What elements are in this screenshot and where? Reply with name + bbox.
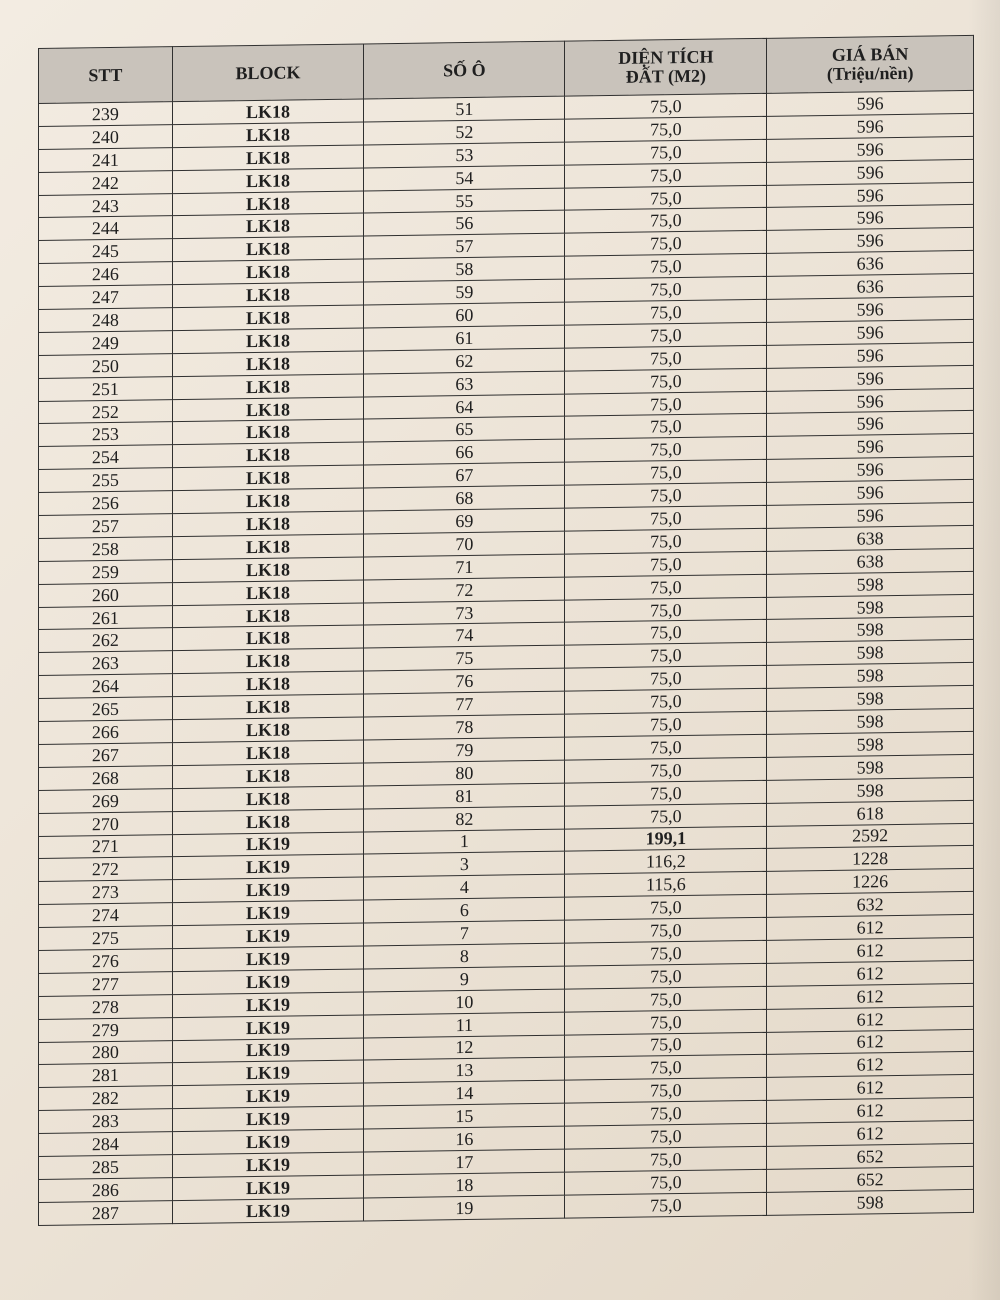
cell-so-o: 63 bbox=[364, 371, 565, 397]
cell-block: LK18 bbox=[172, 305, 364, 331]
cell-area: 115,6 bbox=[565, 872, 767, 898]
cell-area: 75,0 bbox=[565, 162, 767, 188]
cell-stt: 283 bbox=[39, 1109, 173, 1134]
cell-price: 638 bbox=[767, 548, 974, 574]
cell-block: LK18 bbox=[172, 259, 364, 285]
cell-price: 596 bbox=[767, 457, 974, 483]
cell-price: 636 bbox=[767, 251, 974, 277]
cell-price: 2592 bbox=[767, 823, 974, 849]
cell-price: 618 bbox=[767, 800, 974, 826]
cell-stt: 264 bbox=[39, 674, 173, 699]
cell-price: 596 bbox=[767, 388, 974, 414]
cell-stt: 277 bbox=[39, 971, 173, 996]
cell-block: LK18 bbox=[172, 671, 364, 697]
cell-block: LK19 bbox=[172, 900, 364, 926]
header-so-o: SỐ Ô bbox=[364, 41, 565, 99]
cell-price: 612 bbox=[767, 1006, 974, 1032]
cell-area: 75,0 bbox=[565, 1169, 767, 1195]
cell-so-o: 72 bbox=[364, 577, 565, 603]
cell-stt: 263 bbox=[39, 651, 173, 676]
cell-so-o: 53 bbox=[364, 142, 565, 168]
cell-stt: 247 bbox=[39, 285, 173, 310]
cell-area: 75,0 bbox=[565, 93, 767, 119]
cell-block: LK18 bbox=[172, 168, 364, 194]
cell-stt: 244 bbox=[39, 216, 173, 241]
cell-block: LK19 bbox=[172, 1152, 364, 1178]
cell-block: LK19 bbox=[172, 1015, 364, 1041]
cell-stt: 257 bbox=[39, 514, 173, 539]
cell-block: LK18 bbox=[172, 397, 364, 423]
cell-stt: 250 bbox=[39, 353, 173, 378]
cell-so-o: 73 bbox=[364, 600, 565, 626]
cell-stt: 241 bbox=[39, 147, 173, 172]
cell-area: 75,0 bbox=[565, 940, 767, 966]
cell-stt: 243 bbox=[39, 193, 173, 218]
cell-so-o: 71 bbox=[364, 554, 565, 580]
cell-price: 596 bbox=[767, 136, 974, 162]
cell-stt: 246 bbox=[39, 262, 173, 287]
cell-block: LK18 bbox=[172, 351, 364, 377]
cell-area: 75,0 bbox=[565, 894, 767, 920]
cell-block: LK18 bbox=[172, 786, 364, 812]
cell-so-o: 1 bbox=[364, 829, 565, 855]
cell-price: 612 bbox=[767, 1075, 974, 1101]
cell-stt: 249 bbox=[39, 331, 173, 356]
cell-area: 75,0 bbox=[565, 437, 767, 463]
cell-so-o: 74 bbox=[364, 623, 565, 649]
cell-price: 596 bbox=[767, 365, 974, 391]
cell-price: 596 bbox=[767, 113, 974, 139]
cell-block: LK18 bbox=[172, 191, 364, 217]
cell-block: LK18 bbox=[172, 236, 364, 262]
cell-area: 75,0 bbox=[565, 803, 767, 829]
cell-area: 75,0 bbox=[565, 711, 767, 737]
cell-stt: 248 bbox=[39, 308, 173, 333]
cell-area: 75,0 bbox=[565, 1009, 767, 1035]
cell-stt: 256 bbox=[39, 491, 173, 516]
cell-stt: 284 bbox=[39, 1132, 173, 1157]
cell-block: LK18 bbox=[172, 213, 364, 239]
cell-price: 612 bbox=[767, 1029, 974, 1055]
cell-so-o: 67 bbox=[364, 462, 565, 488]
cell-stt: 261 bbox=[39, 605, 173, 630]
cell-price: 612 bbox=[767, 960, 974, 986]
cell-stt: 281 bbox=[39, 1063, 173, 1088]
cell-so-o: 75 bbox=[364, 646, 565, 672]
cell-area: 75,0 bbox=[565, 208, 767, 234]
cell-area: 75,0 bbox=[565, 345, 767, 371]
cell-stt: 280 bbox=[39, 1040, 173, 1065]
cell-stt: 242 bbox=[39, 170, 173, 195]
cell-price: 1228 bbox=[767, 846, 974, 872]
cell-area: 75,0 bbox=[565, 299, 767, 325]
cell-block: LK18 bbox=[172, 809, 364, 835]
cell-so-o: 13 bbox=[364, 1058, 565, 1084]
cell-stt: 287 bbox=[39, 1200, 173, 1225]
cell-block: LK19 bbox=[172, 992, 364, 1018]
cell-block: LK19 bbox=[172, 877, 364, 903]
cell-price: 638 bbox=[767, 525, 974, 551]
cell-so-o: 9 bbox=[364, 966, 565, 992]
cell-block: LK19 bbox=[172, 969, 364, 995]
cell-area: 75,0 bbox=[565, 505, 767, 531]
cell-price: 598 bbox=[767, 754, 974, 780]
cell-area: 75,0 bbox=[565, 1123, 767, 1149]
cell-stt: 262 bbox=[39, 628, 173, 653]
cell-so-o: 11 bbox=[364, 1012, 565, 1038]
cell-stt: 271 bbox=[39, 834, 173, 859]
cell-stt: 240 bbox=[39, 125, 173, 150]
cell-block: LK19 bbox=[172, 1106, 364, 1132]
cell-so-o: 16 bbox=[364, 1126, 565, 1152]
cell-so-o: 7 bbox=[364, 920, 565, 946]
cell-stt: 253 bbox=[39, 422, 173, 447]
cell-price: 596 bbox=[767, 502, 974, 528]
cell-so-o: 78 bbox=[364, 714, 565, 740]
cell-so-o: 81 bbox=[364, 783, 565, 809]
header-area bbox=[565, 38, 767, 96]
cell-price: 598 bbox=[767, 777, 974, 803]
cell-stt: 269 bbox=[39, 788, 173, 813]
cell-stt: 273 bbox=[39, 880, 173, 905]
cell-price: 598 bbox=[767, 571, 974, 597]
cell-price: 596 bbox=[767, 434, 974, 460]
header-block: BLOCK bbox=[172, 44, 364, 102]
cell-block: LK18 bbox=[172, 99, 364, 125]
cell-block: LK18 bbox=[172, 603, 364, 629]
cell-stt: 274 bbox=[39, 903, 173, 928]
cell-price: 612 bbox=[767, 1098, 974, 1124]
cell-block: LK18 bbox=[172, 740, 364, 766]
cell-area: 75,0 bbox=[565, 391, 767, 417]
cell-so-o: 4 bbox=[364, 874, 565, 900]
cell-block: LK18 bbox=[172, 534, 364, 560]
cell-area: 75,0 bbox=[565, 986, 767, 1012]
cell-so-o: 57 bbox=[364, 233, 565, 259]
cell-stt: 252 bbox=[39, 399, 173, 424]
cell-so-o: 19 bbox=[364, 1195, 565, 1221]
cell-so-o: 82 bbox=[364, 806, 565, 832]
cell-so-o: 15 bbox=[364, 1103, 565, 1129]
cell-so-o: 80 bbox=[364, 760, 565, 786]
cell-area: 75,0 bbox=[565, 1032, 767, 1058]
cell-area: 199,1 bbox=[565, 826, 767, 852]
cell-stt: 285 bbox=[39, 1155, 173, 1180]
header-area-line2: ĐẤT (M2) bbox=[625, 65, 706, 87]
header-price-line2: (Triệu/nền) bbox=[826, 62, 914, 84]
cell-so-o: 51 bbox=[364, 96, 565, 122]
cell-area: 75,0 bbox=[565, 1146, 767, 1172]
cell-so-o: 3 bbox=[364, 852, 565, 878]
cell-area: 75,0 bbox=[565, 368, 767, 394]
cell-block: LK19 bbox=[172, 831, 364, 857]
cell-stt: 251 bbox=[39, 376, 173, 401]
cell-so-o: 12 bbox=[364, 1035, 565, 1061]
cell-area: 75,0 bbox=[565, 666, 767, 692]
cell-block: LK19 bbox=[172, 1060, 364, 1086]
cell-so-o: 18 bbox=[364, 1172, 565, 1198]
cell-block: LK18 bbox=[172, 145, 364, 171]
cell-stt: 282 bbox=[39, 1086, 173, 1111]
cell-so-o: 62 bbox=[364, 348, 565, 374]
cell-stt: 279 bbox=[39, 1017, 173, 1042]
cell-so-o: 55 bbox=[364, 188, 565, 214]
cell-price: 652 bbox=[767, 1143, 974, 1169]
cell-so-o: 52 bbox=[364, 119, 565, 145]
cell-area: 75,0 bbox=[565, 597, 767, 623]
cell-block: LK18 bbox=[172, 465, 364, 491]
cell-so-o: 59 bbox=[364, 279, 565, 305]
cell-so-o: 14 bbox=[364, 1080, 565, 1106]
cell-price: 598 bbox=[767, 617, 974, 643]
cell-price: 612 bbox=[767, 1052, 974, 1078]
cell-block: LK19 bbox=[172, 1198, 364, 1224]
cell-area: 75,0 bbox=[565, 231, 767, 257]
cell-block: LK18 bbox=[172, 557, 364, 583]
cell-price: 596 bbox=[767, 228, 974, 254]
cell-price: 598 bbox=[767, 731, 974, 757]
cell-block: LK18 bbox=[172, 625, 364, 651]
cell-area: 75,0 bbox=[565, 482, 767, 508]
cell-block: LK18 bbox=[172, 442, 364, 468]
cell-area: 75,0 bbox=[565, 1055, 767, 1081]
cell-so-o: 68 bbox=[364, 485, 565, 511]
cell-block: LK18 bbox=[172, 419, 364, 445]
cell-so-o: 6 bbox=[364, 897, 565, 923]
cell-area: 116,2 bbox=[565, 849, 767, 875]
cell-price: 636 bbox=[767, 274, 974, 300]
cell-so-o: 54 bbox=[364, 165, 565, 191]
cell-stt: 259 bbox=[39, 559, 173, 584]
cell-so-o: 60 bbox=[364, 302, 565, 328]
cell-so-o: 69 bbox=[364, 508, 565, 534]
cell-stt: 254 bbox=[39, 445, 173, 470]
cell-so-o: 58 bbox=[364, 256, 565, 282]
cell-block: LK18 bbox=[172, 580, 364, 606]
cell-area: 75,0 bbox=[565, 1101, 767, 1127]
cell-area: 75,0 bbox=[565, 574, 767, 600]
cell-price: 612 bbox=[767, 914, 974, 940]
cell-block: LK18 bbox=[172, 282, 364, 308]
cell-block: LK19 bbox=[172, 1083, 364, 1109]
cell-so-o: 79 bbox=[364, 737, 565, 763]
cell-area: 75,0 bbox=[565, 1192, 767, 1218]
cell-price: 632 bbox=[767, 892, 974, 918]
cell-area: 75,0 bbox=[565, 1078, 767, 1104]
cell-price: 596 bbox=[767, 205, 974, 231]
cell-so-o: 70 bbox=[364, 531, 565, 557]
cell-block: LK19 bbox=[172, 1037, 364, 1063]
cell-price: 596 bbox=[767, 319, 974, 345]
cell-price: 596 bbox=[767, 159, 974, 185]
cell-area: 75,0 bbox=[565, 116, 767, 142]
cell-area: 75,0 bbox=[565, 757, 767, 783]
cell-price: 612 bbox=[767, 983, 974, 1009]
cell-area: 75,0 bbox=[565, 551, 767, 577]
cell-price: 596 bbox=[767, 90, 974, 116]
cell-area: 75,0 bbox=[565, 620, 767, 646]
cell-stt: 286 bbox=[39, 1177, 173, 1202]
cell-block: LK18 bbox=[172, 374, 364, 400]
cell-stt: 267 bbox=[39, 743, 173, 768]
land-price-table bbox=[38, 35, 974, 1226]
cell-price: 612 bbox=[767, 937, 974, 963]
cell-so-o: 66 bbox=[364, 440, 565, 466]
cell-block: LK19 bbox=[172, 923, 364, 949]
cell-stt: 272 bbox=[39, 857, 173, 882]
cell-area: 75,0 bbox=[565, 414, 767, 440]
cell-price: 596 bbox=[767, 411, 974, 437]
cell-so-o: 8 bbox=[364, 943, 565, 969]
header-price bbox=[767, 35, 974, 93]
cell-so-o: 61 bbox=[364, 325, 565, 351]
header-price-line1: GIÁ BÁN bbox=[831, 43, 909, 65]
cell-price: 596 bbox=[767, 296, 974, 322]
cell-area: 75,0 bbox=[565, 643, 767, 669]
cell-so-o: 10 bbox=[364, 989, 565, 1015]
cell-so-o: 64 bbox=[364, 394, 565, 420]
cell-stt: 266 bbox=[39, 720, 173, 745]
cell-price: 596 bbox=[767, 182, 974, 208]
cell-block: LK18 bbox=[172, 717, 364, 743]
cell-area: 75,0 bbox=[565, 185, 767, 211]
header-stt: STT bbox=[39, 47, 173, 104]
cell-stt: 275 bbox=[39, 926, 173, 951]
cell-block: LK18 bbox=[172, 694, 364, 720]
cell-stt: 255 bbox=[39, 468, 173, 493]
cell-stt: 239 bbox=[39, 102, 173, 127]
cell-stt: 278 bbox=[39, 994, 173, 1019]
cell-block: LK19 bbox=[172, 1129, 364, 1155]
cell-price: 598 bbox=[767, 663, 974, 689]
cell-so-o: 65 bbox=[364, 417, 565, 443]
cell-so-o: 56 bbox=[364, 211, 565, 237]
cell-block: LK18 bbox=[172, 763, 364, 789]
cell-price: 598 bbox=[767, 640, 974, 666]
cell-area: 75,0 bbox=[565, 780, 767, 806]
cell-stt: 260 bbox=[39, 582, 173, 607]
table-body bbox=[39, 90, 974, 1225]
cell-stt: 245 bbox=[39, 239, 173, 264]
cell-area: 75,0 bbox=[565, 322, 767, 348]
cell-block: LK19 bbox=[172, 854, 364, 880]
cell-price: 598 bbox=[767, 686, 974, 712]
header-area-line1: DIỆN TÍCH bbox=[618, 46, 714, 68]
cell-area: 75,0 bbox=[565, 917, 767, 943]
cell-area: 75,0 bbox=[565, 528, 767, 554]
cell-stt: 270 bbox=[39, 811, 173, 836]
cell-stt: 265 bbox=[39, 697, 173, 722]
cell-stt: 268 bbox=[39, 765, 173, 790]
cell-price: 652 bbox=[767, 1166, 974, 1192]
cell-area: 75,0 bbox=[565, 963, 767, 989]
cell-price: 598 bbox=[767, 708, 974, 734]
cell-stt: 276 bbox=[39, 949, 173, 974]
cell-block: LK19 bbox=[172, 946, 364, 972]
cell-area: 75,0 bbox=[565, 254, 767, 280]
cell-area: 75,0 bbox=[565, 688, 767, 714]
cell-block: LK18 bbox=[172, 648, 364, 674]
cell-block: LK18 bbox=[172, 511, 364, 537]
cell-area: 75,0 bbox=[565, 139, 767, 165]
cell-price: 1226 bbox=[767, 869, 974, 895]
cell-area: 75,0 bbox=[565, 734, 767, 760]
cell-price: 612 bbox=[767, 1121, 974, 1147]
cell-price: 596 bbox=[767, 342, 974, 368]
cell-so-o: 76 bbox=[364, 668, 565, 694]
cell-so-o: 77 bbox=[364, 691, 565, 717]
cell-price: 596 bbox=[767, 480, 974, 506]
cell-block: LK18 bbox=[172, 122, 364, 148]
cell-so-o: 17 bbox=[364, 1149, 565, 1175]
cell-block: LK18 bbox=[172, 328, 364, 354]
cell-price: 598 bbox=[767, 1189, 974, 1215]
cell-area: 75,0 bbox=[565, 460, 767, 486]
cell-price: 598 bbox=[767, 594, 974, 620]
cell-stt: 258 bbox=[39, 537, 173, 562]
cell-block: LK18 bbox=[172, 488, 364, 514]
cell-area: 75,0 bbox=[565, 276, 767, 302]
cell-block: LK19 bbox=[172, 1175, 364, 1201]
